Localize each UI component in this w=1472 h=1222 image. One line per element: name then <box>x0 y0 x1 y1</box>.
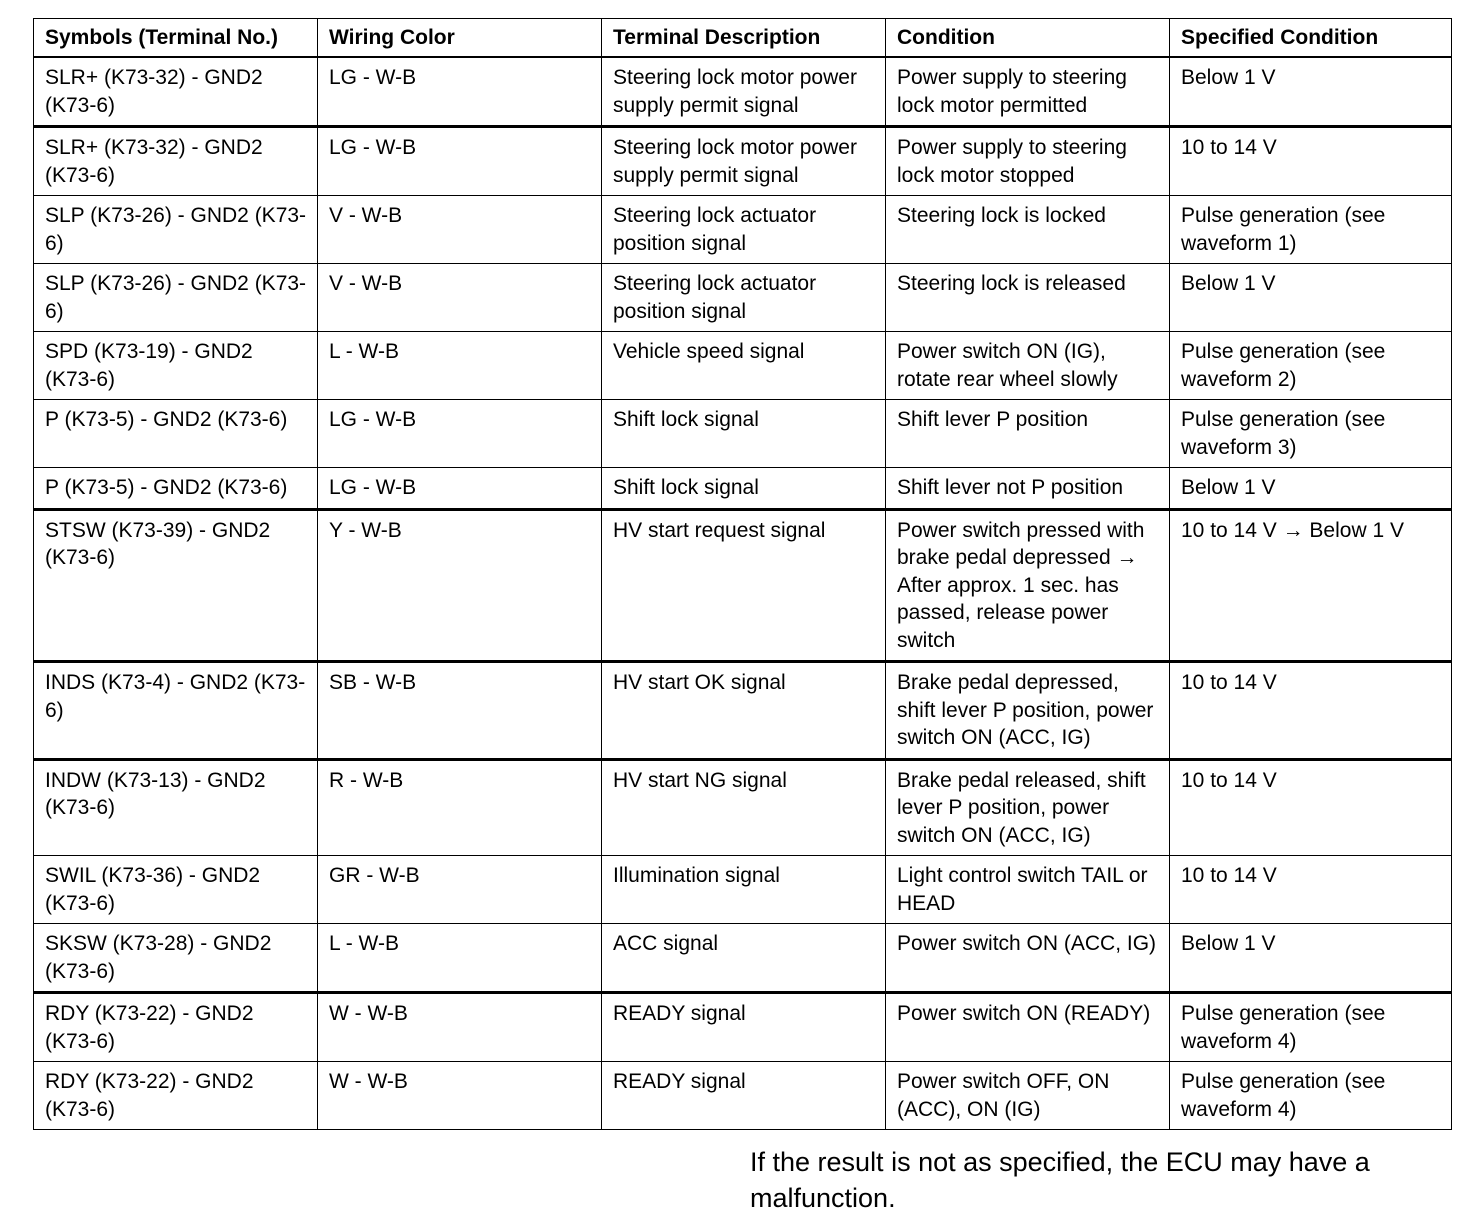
cell-wiring-color: L - W-B <box>318 332 602 400</box>
cell-condition: Power supply to steering lock motor stopped <box>886 127 1170 196</box>
cell-specified-condition: 10 to 14 V → Below 1 V <box>1170 509 1452 662</box>
cell-terminal-description: Shift lock signal <box>602 400 886 468</box>
cell-specified-condition: 10 to 14 V <box>1170 127 1452 196</box>
malfunction-note: If the result is not as specified, the ECU may have a malfunction. <box>750 1147 1370 1213</box>
cell-condition: Brake pedal released, shift lever P position, power switch ON (ACC, IG) <box>886 759 1170 856</box>
table-row <box>34 127 1452 196</box>
cell-symbols: SPD (K73-19) - GND2 (K73-6) <box>34 332 318 400</box>
cell-symbols: STSW (K73-39) - GND2 (K73-6) <box>34 509 318 662</box>
table-row <box>34 468 1452 510</box>
cell-symbols: SLP (K73-26) - GND2 (K73-6) <box>34 264 318 332</box>
cell-terminal-description: Steering lock actuator position signal <box>602 196 886 264</box>
cell-symbols: SLP (K73-26) - GND2 (K73-6) <box>34 196 318 264</box>
cell-wiring-color: R - W-B <box>318 759 602 856</box>
table-row <box>34 57 1452 127</box>
cell-terminal-description: Vehicle speed signal <box>602 332 886 400</box>
cell-terminal-description: READY signal <box>602 1062 886 1130</box>
cell-specified-condition: Pulse generation (see waveform 1) <box>1170 196 1452 264</box>
cell-symbols: P (K73-5) - GND2 (K73-6) <box>34 468 318 510</box>
cell-specified-condition: Below 1 V <box>1170 57 1452 127</box>
cell-specified-condition: Pulse generation (see waveform 4) <box>1170 1062 1452 1130</box>
cell-terminal-description: Steering lock actuator position signal <box>602 264 886 332</box>
cell-wiring-color: Y - W-B <box>318 509 602 662</box>
cell-specified-condition: Below 1 V <box>1170 924 1452 993</box>
table-row <box>34 1062 1452 1130</box>
cell-wiring-color: SB - W-B <box>318 662 602 760</box>
cell-symbols: SWIL (K73-36) - GND2 (K73-6) <box>34 856 318 924</box>
cell-symbols: SLR+ (K73-32) - GND2 (K73-6) <box>34 57 318 127</box>
cell-symbols: RDY (K73-22) - GND2 (K73-6) <box>34 993 318 1062</box>
cell-condition: Light control switch TAIL or HEAD <box>886 856 1170 924</box>
cell-wiring-color: W - W-B <box>318 993 602 1062</box>
cell-condition: Power switch pressed with brake pedal depressed → After approx. 1 sec. has passed, release power switch <box>886 509 1170 662</box>
cell-symbols: SLR+ (K73-32) - GND2 (K73-6) <box>34 127 318 196</box>
cell-wiring-color: V - W-B <box>318 196 602 264</box>
cell-terminal-description: READY signal <box>602 993 886 1062</box>
cell-condition: Shift lever not P position <box>886 468 1170 510</box>
table-row <box>34 662 1452 760</box>
table-row <box>34 759 1452 856</box>
cell-symbols: INDS (K73-4) - GND2 (K73-6) <box>34 662 318 760</box>
cell-specified-condition: 10 to 14 V <box>1170 662 1452 760</box>
cell-condition: Power switch ON (READY) <box>886 993 1170 1062</box>
header-terminal-description: Terminal Description <box>602 19 886 58</box>
cell-condition: Power switch ON (IG), rotate rear wheel slowly <box>886 332 1170 400</box>
terminal-table-container <box>33 18 1451 1130</box>
table-row <box>34 856 1452 924</box>
cell-wiring-color: V - W-B <box>318 264 602 332</box>
cell-terminal-description: Steering lock motor power supply permit signal <box>602 127 886 196</box>
cell-wiring-color: LG - W-B <box>318 57 602 127</box>
terminal-table <box>33 18 1452 1130</box>
table-row <box>34 400 1452 468</box>
cell-wiring-color: W - W-B <box>318 1062 602 1130</box>
cell-specified-condition: Below 1 V <box>1170 468 1452 510</box>
cell-symbols: INDW (K73-13) - GND2 (K73-6) <box>34 759 318 856</box>
table-row <box>34 509 1452 662</box>
cell-symbols: P (K73-5) - GND2 (K73-6) <box>34 400 318 468</box>
cell-specified-condition: 10 to 14 V <box>1170 856 1452 924</box>
cell-terminal-description: Shift lock signal <box>602 468 886 510</box>
cell-specified-condition: 10 to 14 V <box>1170 759 1452 856</box>
cell-wiring-color: GR - W-B <box>318 856 602 924</box>
cell-terminal-description: HV start OK signal <box>602 662 886 760</box>
cell-terminal-description: HV start NG signal <box>602 759 886 856</box>
cell-symbols: RDY (K73-22) - GND2 (K73-6) <box>34 1062 318 1130</box>
cell-symbols: SKSW (K73-28) - GND2 (K73-6) <box>34 924 318 993</box>
cell-specified-condition: Pulse generation (see waveform 2) <box>1170 332 1452 400</box>
table-header-row <box>34 19 1452 58</box>
cell-terminal-description: Illumination signal <box>602 856 886 924</box>
table-row <box>34 196 1452 264</box>
cell-condition: Power switch OFF, ON (ACC), ON (IG) <box>886 1062 1170 1130</box>
cell-wiring-color: LG - W-B <box>318 400 602 468</box>
cell-condition: Power supply to steering lock motor permitted <box>886 57 1170 127</box>
table-row <box>34 264 1452 332</box>
header-symbols: Symbols (Terminal No.) <box>34 19 318 58</box>
header-wiring-color: Wiring Color <box>318 19 602 58</box>
cell-terminal-description: Steering lock motor power supply permit signal <box>602 57 886 127</box>
cell-wiring-color: L - W-B <box>318 924 602 993</box>
cell-specified-condition: Pulse generation (see waveform 3) <box>1170 400 1452 468</box>
cell-condition: Steering lock is released <box>886 264 1170 332</box>
cell-wiring-color: LG - W-B <box>318 127 602 196</box>
cell-condition: Shift lever P position <box>886 400 1170 468</box>
cell-specified-condition: Pulse generation (see waveform 4) <box>1170 993 1452 1062</box>
cell-specified-condition: Below 1 V <box>1170 264 1452 332</box>
cell-wiring-color: LG - W-B <box>318 468 602 510</box>
table-row <box>34 993 1452 1062</box>
cell-condition: Steering lock is locked <box>886 196 1170 264</box>
cell-terminal-description: ACC signal <box>602 924 886 993</box>
header-specified-condition: Specified Condition <box>1170 19 1452 58</box>
table-row <box>34 924 1452 993</box>
cell-terminal-description: HV start request signal <box>602 509 886 662</box>
header-condition: Condition <box>886 19 1170 58</box>
table-row <box>34 332 1452 400</box>
cell-condition: Brake pedal depressed, shift lever P position, power switch ON (ACC, IG) <box>886 662 1170 760</box>
cell-condition: Power switch ON (ACC, IG) <box>886 924 1170 993</box>
